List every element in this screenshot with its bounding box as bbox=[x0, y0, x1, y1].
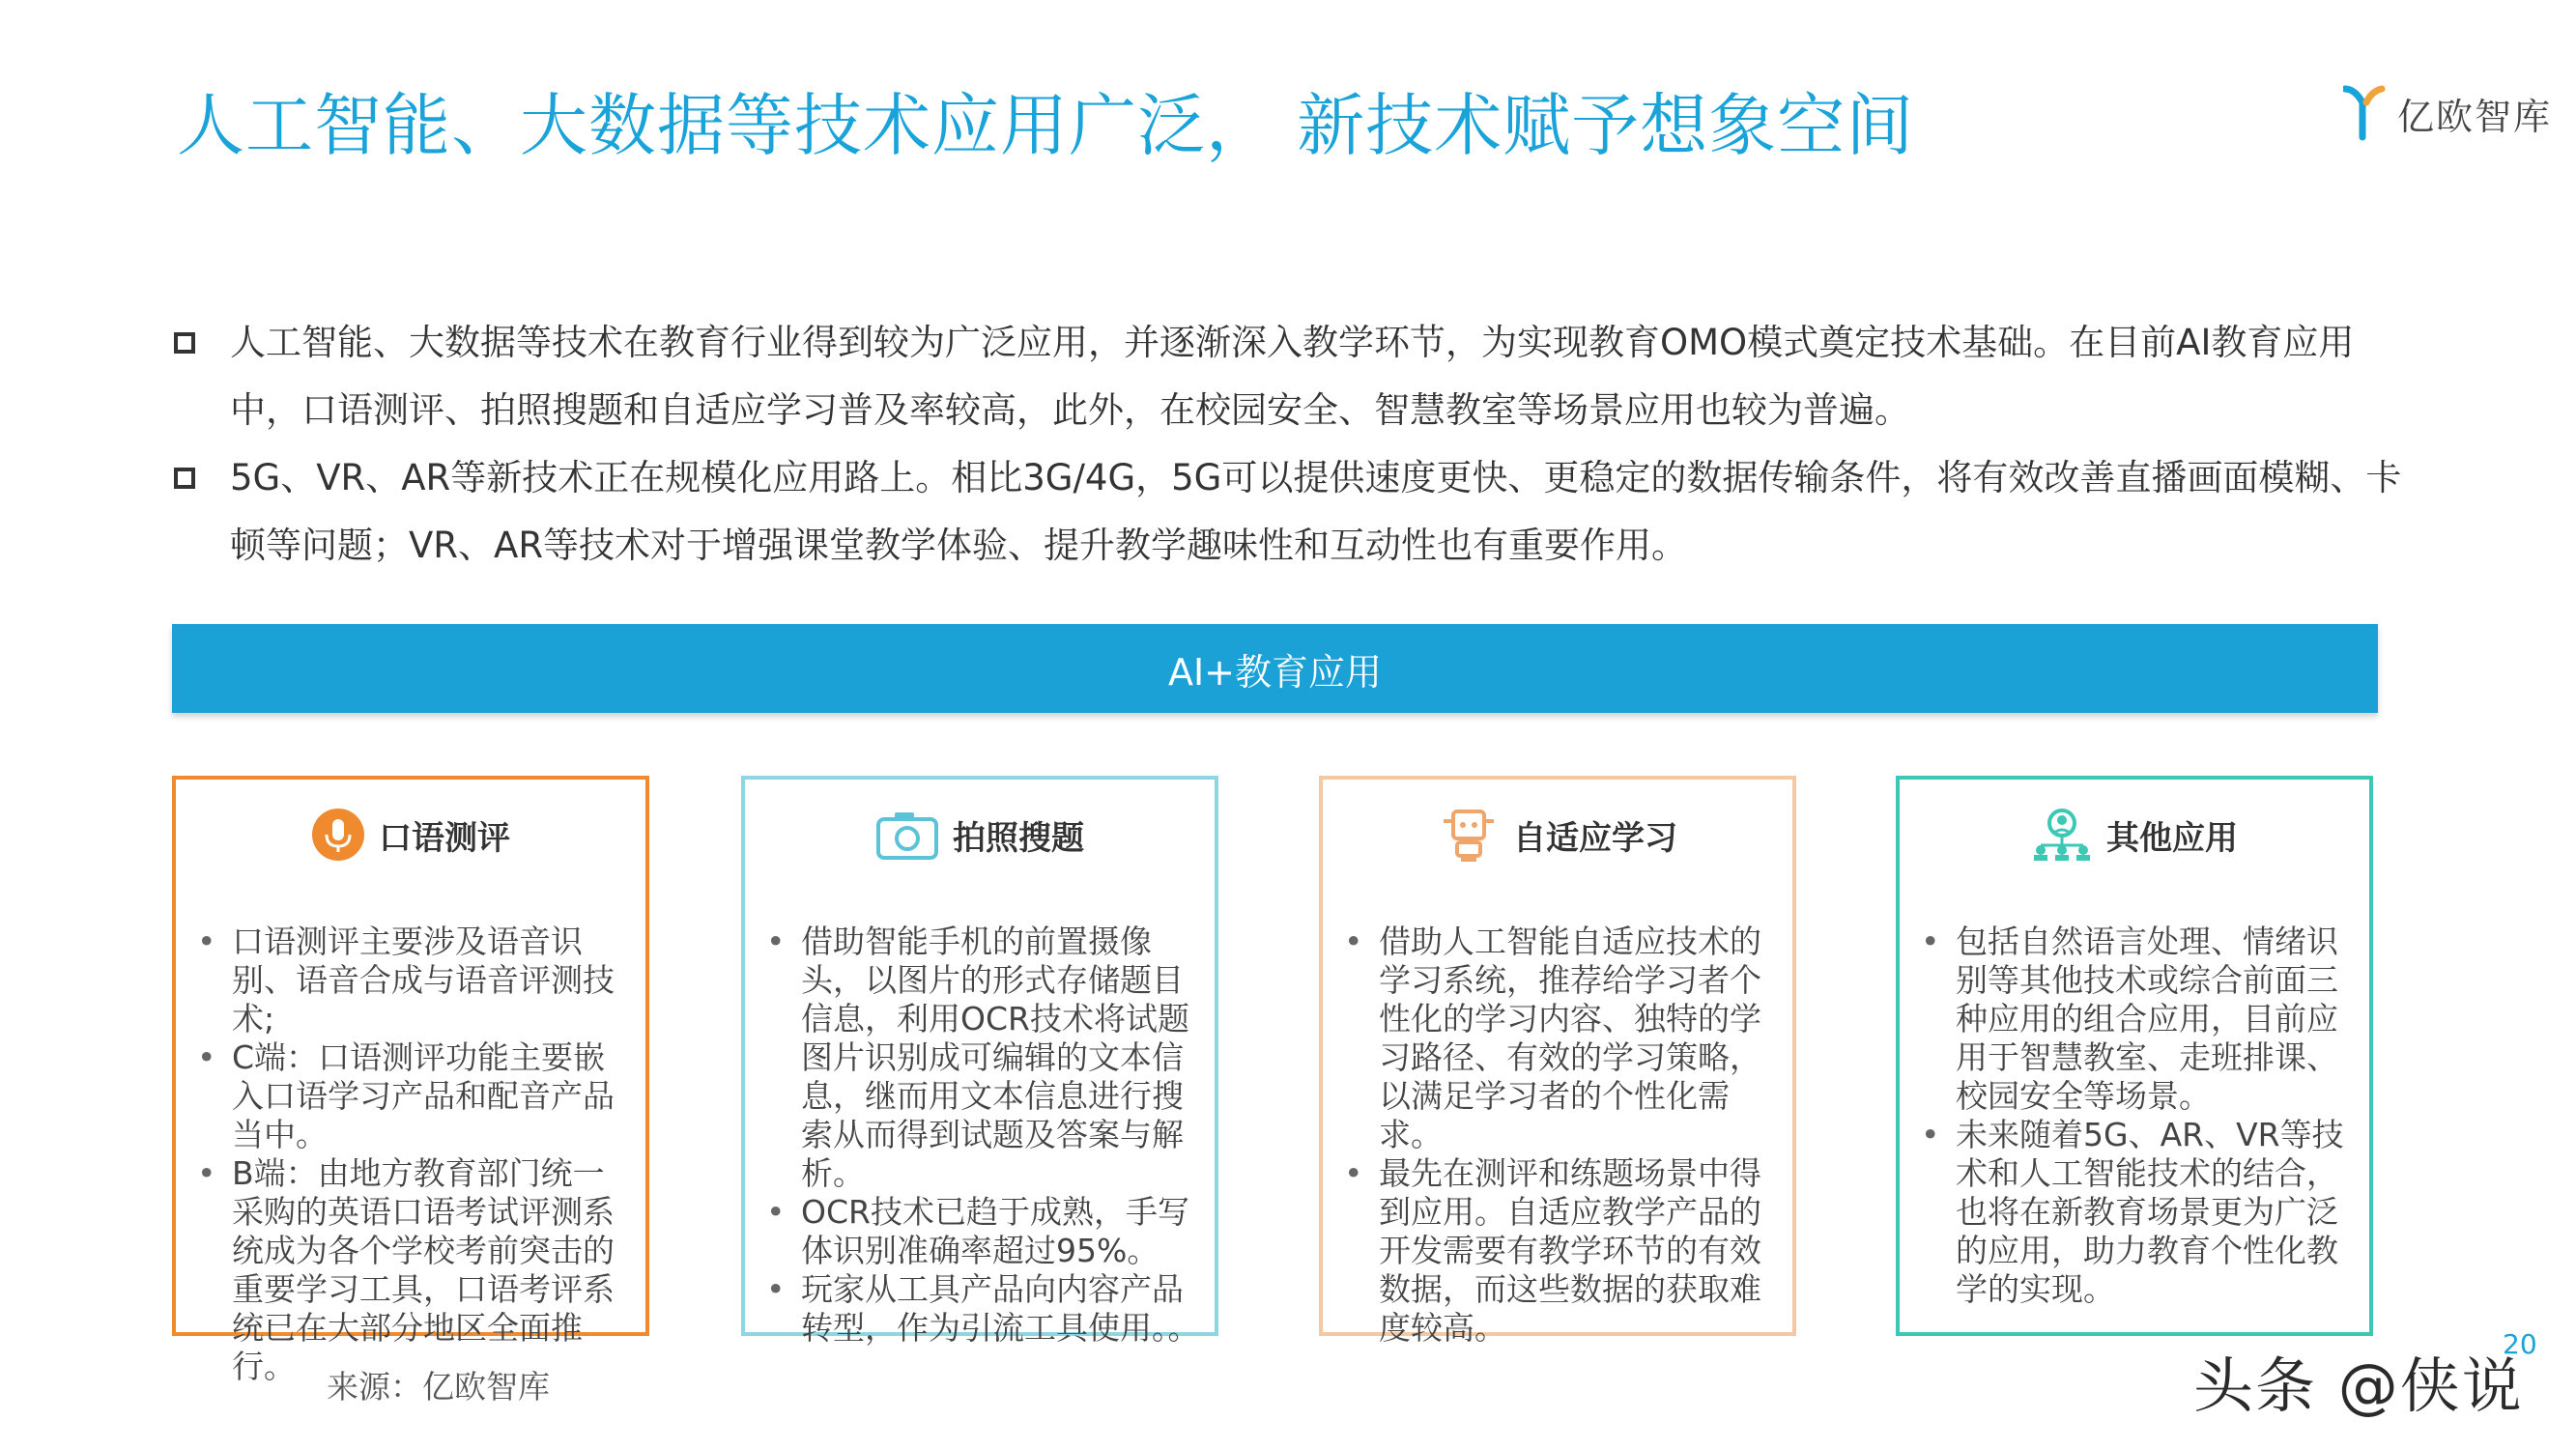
bullet-text: 人工智能、大数据等技术在教育行业得到较为广泛应用，并逐渐深入教学环节，为实现教育OMO模式奠定技术基础。在目前AI教育应用中，口语测评、拍照搜题和自适应学习普及率较高，此外，在校园安全、智慧教室等场景应用也较为普遍。 bbox=[230, 322, 2355, 431]
source-note: 来源：亿欧智库 bbox=[327, 1368, 550, 1406]
card-adaptive-learning bbox=[1319, 776, 1796, 1347]
card-photo-search bbox=[741, 776, 1218, 1347]
card-header bbox=[1323, 801, 1792, 868]
card-title: 拍照搜题 bbox=[953, 818, 1084, 858]
list-item: • C端：口语测评功能主要嵌入口语学习产品和配音产品当中。 bbox=[193, 1038, 632, 1154]
list-item: • 包括自然语言处理、情绪识别等其他技术或综合前面三种应用的组合应用，目前应用于智慧教室、走班排课、校园安全等场景。 bbox=[1917, 923, 2356, 1116]
list-item: • OCR技术已趋于成熟，手写体识别准确率超过95%。 bbox=[762, 1193, 1201, 1270]
network-users-icon bbox=[2031, 806, 2093, 864]
square-bullet-icon bbox=[174, 332, 195, 354]
bullet-item bbox=[174, 309, 2425, 444]
page-number: 20 bbox=[2503, 1328, 2537, 1360]
card-list bbox=[1340, 923, 1779, 1348]
card-other-applications bbox=[1896, 776, 2373, 1336]
card-title: 自适应学习 bbox=[1513, 818, 1677, 858]
card-list bbox=[1917, 923, 2356, 1309]
list-item: • 未来随着5G、AR、VR等技术和人工智能技术的结合，也将在新教育场景更为广泛的应用，助力教育个性化教学的实现。 bbox=[1917, 1116, 2356, 1309]
yiou-logo-icon bbox=[2343, 85, 2386, 141]
list-item: • 借助人工智能自适应技术的学习系统，推荐给学习者个性化的学习内容、独特的学习路径、有效的学习策略，以满足学习者的个性化需求。 bbox=[1340, 923, 1779, 1154]
bullet-text: 5G、VR、AR等新技术正在规模化应用路上。相比3G/4G，5G可以提供速度更快、更稳定的数据传输条件，将有效改善直播画面模糊、卡顿等问题；VR、AR等技术对于增强课堂教学体验、提升教学趣味性和互动性也有重要作用。 bbox=[230, 457, 2402, 566]
card-title: 口语测评 bbox=[379, 818, 510, 858]
camera-icon bbox=[875, 808, 939, 862]
page-title: 人工智能、大数据等技术应用广泛， 新技术赋予想象空间 bbox=[177, 86, 1915, 165]
card-list bbox=[193, 923, 632, 1386]
list-item: • B端：由地方教育部门统一采购的英语口语考试评测系统成为各个学校考前突击的重要学习工具，口语考评系统已在大部分地区全面推行。 bbox=[193, 1154, 632, 1386]
section-banner bbox=[172, 624, 2378, 713]
square-bullet-icon bbox=[174, 468, 195, 489]
bullet-item bbox=[174, 444, 2425, 580]
brand-logo bbox=[2343, 85, 2552, 141]
card-header bbox=[1900, 801, 2369, 868]
list-item: • 最先在测评和练题场景中得到应用。自适应教学产品的开发需要有教学环节的有效数据，而这些数据的获取难度较高。 bbox=[1340, 1154, 1779, 1348]
banner-label: AI+教育应用 bbox=[1167, 650, 1383, 694]
card-header bbox=[176, 801, 645, 868]
robot-icon bbox=[1438, 806, 1500, 864]
card-oral-assessment bbox=[172, 776, 649, 1385]
intro-bullets bbox=[174, 309, 2425, 580]
logo-text: 亿欧智库 bbox=[2397, 95, 2553, 138]
list-item: • 口语测评主要涉及语音识别、语音合成与语音评测技术; bbox=[193, 923, 632, 1038]
list-item: • 借助智能手机的前置摄像头，以图片的形式存储题目信息，利用OCR技术将试题图片识别成可编辑的文本信息，继而用文本信息进行搜索从而得到试题及答案与解析。 bbox=[762, 923, 1201, 1193]
card-title: 其他应用 bbox=[2106, 818, 2238, 858]
watermark: 头条 @侠说 bbox=[2193, 1350, 2524, 1421]
microphone-icon bbox=[311, 808, 365, 862]
card-header bbox=[745, 801, 1215, 868]
card-list bbox=[762, 923, 1201, 1348]
list-item: • 玩家从工具产品向内容产品转型，作为引流工具使用。。 bbox=[762, 1270, 1201, 1348]
